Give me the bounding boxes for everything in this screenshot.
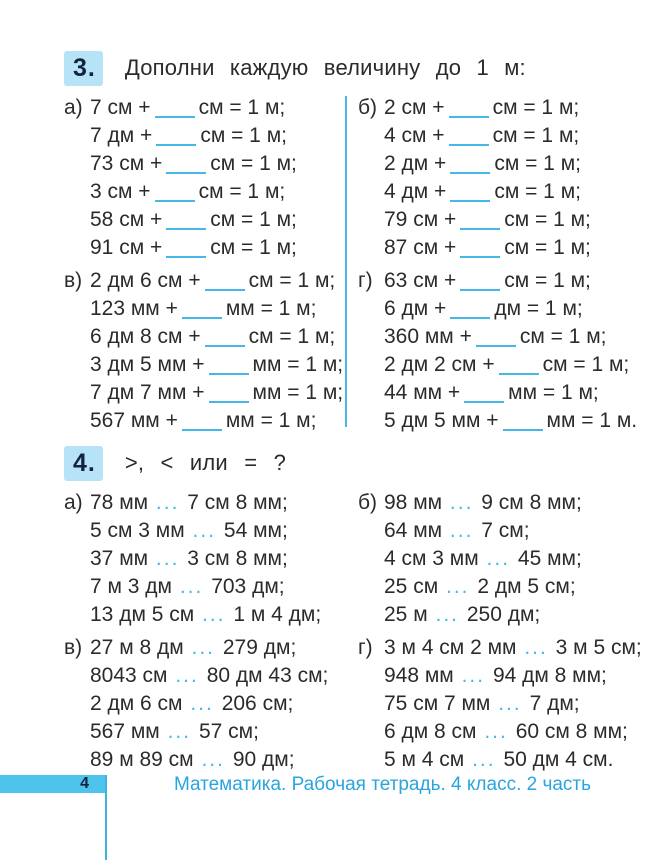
- fill-blank-row: [64, 323, 347, 351]
- comparison-dots: ...: [202, 603, 226, 626]
- comparison-row: [64, 662, 347, 690]
- equation-suffix: мм = 1 м;: [252, 381, 344, 404]
- left-value: 78 мм: [90, 491, 149, 514]
- left-value: 37 мм: [90, 547, 149, 570]
- equation-prefix: 2 дм 6 см +: [90, 269, 201, 292]
- comparison-dots: ...: [190, 692, 214, 715]
- fill-blank-row: [64, 94, 347, 122]
- equation-suffix: см = 1 м;: [198, 180, 286, 203]
- equation-prefix: 123 мм +: [90, 297, 178, 320]
- comparison-dots: ...: [435, 603, 459, 626]
- equation-prefix: 87 см +: [384, 236, 457, 259]
- fill-blank-row: [64, 351, 347, 379]
- right-value: 80 дм 43 см;: [206, 664, 329, 687]
- comparison-dots: ...: [179, 575, 204, 598]
- answer-blank: [209, 395, 249, 403]
- answer-blank: [449, 138, 489, 146]
- comparison-row: [358, 690, 641, 718]
- column-divider-line: [345, 96, 347, 427]
- comparison-row: [64, 746, 347, 774]
- equation-suffix: см = 1 м;: [492, 96, 580, 119]
- exercise-3-body: [64, 94, 638, 435]
- left-value: 5 м 4 см: [384, 748, 465, 771]
- left-value: 75 см 7 мм: [384, 692, 491, 715]
- comparison-dots: ...: [167, 720, 192, 743]
- comparison-dots: ...: [191, 636, 216, 659]
- group-label: б): [358, 491, 378, 514]
- equation-suffix: мм = 1 м.: [546, 409, 638, 432]
- comparison-dots: ...: [486, 547, 511, 570]
- exercise-4-body: [64, 489, 642, 774]
- right-value: 3 м 5 см;: [555, 636, 642, 659]
- fill-blank-row: [64, 122, 347, 150]
- fill-blank-row: [64, 150, 347, 178]
- right-value: 703 дм;: [211, 575, 285, 598]
- problem-group: [358, 634, 641, 774]
- page-number: 4: [80, 775, 89, 792]
- equation-prefix: 63 см +: [384, 269, 457, 292]
- comparison-row: [64, 690, 347, 718]
- left-value: 27 м 8 дм: [90, 636, 184, 659]
- fill-blank-row: [358, 379, 641, 407]
- exercise-3-header: [64, 50, 612, 86]
- left-value: 13 дм 5 см: [90, 603, 195, 626]
- left-value: 5 см 3 мм: [90, 519, 185, 542]
- comparison-row: [64, 601, 347, 629]
- equation-suffix: см = 1 м;: [504, 269, 591, 292]
- group-label: а): [64, 491, 83, 514]
- equation-prefix: 7 см +: [90, 96, 151, 119]
- group-label: в): [64, 269, 83, 292]
- right-value: 45 мм;: [517, 547, 582, 570]
- exercise-title: >, < или = ?: [124, 450, 287, 475]
- equation-suffix: см = 1 м;: [542, 353, 630, 376]
- equation-suffix: см = 1 м;: [210, 208, 297, 231]
- equation-prefix: 73 см +: [90, 152, 163, 175]
- comparison-dots: ...: [175, 664, 199, 687]
- answer-blank: [205, 339, 245, 347]
- left-value: 948 мм: [384, 664, 454, 687]
- equation-prefix: 567 мм +: [90, 409, 178, 432]
- comparison-row: [358, 489, 641, 517]
- left-value: 25 см: [384, 575, 439, 598]
- right-value: 279 дм;: [222, 636, 297, 659]
- right-column: [358, 489, 641, 774]
- left-value: 6 дм 8 см: [384, 720, 477, 743]
- answer-blank: [460, 283, 500, 291]
- right-value: 1 м 4 дм;: [233, 603, 322, 626]
- equation-prefix: 3 дм 5 мм +: [90, 353, 205, 376]
- group-label: г): [358, 636, 373, 659]
- fill-blank-row: [64, 206, 347, 234]
- fill-blank-row: [358, 94, 641, 122]
- right-value: 7 см 8 мм;: [187, 491, 288, 514]
- equation-suffix: см = 1 м;: [198, 96, 286, 119]
- footer-book-title: Математика. Рабочая тетрадь. 4 класс. 2 часть: [173, 774, 592, 795]
- comparison-row: [358, 517, 641, 545]
- equation-suffix: см = 1 м;: [248, 269, 336, 292]
- problem-group: [64, 634, 347, 774]
- equation-prefix: 2 см +: [384, 96, 445, 119]
- comparison-row: [358, 601, 641, 629]
- answer-blank: [205, 283, 245, 291]
- comparison-row: [358, 545, 641, 573]
- fill-blank-row: [358, 178, 641, 206]
- fill-blank-row: [358, 267, 641, 295]
- left-value: 98 мм: [384, 491, 443, 514]
- equation-prefix: 4 дм +: [384, 180, 447, 203]
- answer-blank: [450, 311, 490, 319]
- equation-prefix: 44 мм +: [384, 381, 461, 404]
- answer-blank: [166, 222, 206, 230]
- comparison-dots: ...: [445, 575, 470, 598]
- fill-blank-row: [358, 351, 641, 379]
- left-value: 3 м 4 см 2 мм: [384, 636, 517, 659]
- equation-prefix: 360 мм +: [384, 325, 472, 348]
- comparison-row: [64, 634, 347, 662]
- comparison-row: [64, 489, 347, 517]
- problem-group: [358, 94, 641, 262]
- fill-blank-row: [64, 379, 347, 407]
- exercise-3: [64, 50, 638, 435]
- group-label: а): [64, 96, 83, 119]
- right-value: 7 см;: [481, 519, 530, 542]
- right-value: 94 дм 8 мм;: [492, 664, 607, 687]
- comparison-row: [358, 662, 641, 690]
- comparison-dots: ...: [155, 491, 180, 514]
- comparison-dots: ...: [472, 748, 496, 771]
- answer-blank: [476, 339, 516, 347]
- fill-blank-row: [64, 295, 347, 323]
- equation-suffix: см = 1 м;: [519, 325, 607, 348]
- right-value: 2 дм 5 см;: [477, 575, 576, 598]
- answer-blank: [156, 138, 196, 146]
- equation-prefix: 7 дм +: [90, 124, 153, 147]
- exercise-4-header: [64, 445, 612, 481]
- equation-prefix: 58 см +: [90, 208, 163, 231]
- problem-group: [64, 489, 347, 629]
- answer-blank: [155, 194, 195, 202]
- fill-blank-row: [358, 122, 641, 150]
- left-value: 89 м 89 см: [90, 748, 194, 771]
- comparison-row: [358, 718, 641, 746]
- comparison-dots: ...: [201, 748, 225, 771]
- left-value: 567 мм: [90, 720, 160, 743]
- equation-prefix: 91 см +: [90, 236, 163, 259]
- right-value: 7 дм;: [529, 692, 580, 715]
- comparison-row: [358, 573, 641, 601]
- comparison-row: [64, 517, 347, 545]
- equation-prefix: 2 дм 2 см +: [384, 353, 495, 376]
- left-value: 4 см 3 мм: [384, 547, 479, 570]
- exercise-title: Дополни каждую величину до 1 м:: [124, 55, 526, 80]
- answer-blank: [166, 250, 206, 258]
- fill-blank-row: [358, 206, 641, 234]
- equation-suffix: см = 1 м;: [504, 236, 591, 259]
- exercise-4: [64, 445, 642, 774]
- answer-blank: [166, 166, 206, 174]
- comparison-dots: ...: [192, 519, 217, 542]
- comparison-dots: ...: [461, 664, 486, 687]
- fill-blank-row: [64, 407, 347, 435]
- comparison-dots: ...: [449, 491, 474, 514]
- answer-blank: [449, 110, 489, 118]
- equation-prefix: 7 дм 7 мм +: [90, 381, 205, 404]
- left-value: 2 дм 6 см: [90, 692, 183, 715]
- comparison-row: [64, 573, 347, 601]
- right-value: 250 дм;: [466, 603, 541, 626]
- right-value: 206 см;: [221, 692, 294, 715]
- left-value: 7 м 3 дм: [90, 575, 172, 598]
- fill-blank-row: [358, 150, 641, 178]
- equation-suffix: см = 1 м;: [248, 325, 336, 348]
- answer-blank: [503, 423, 543, 431]
- problem-group: [64, 94, 347, 262]
- equation-prefix: 6 дм 8 см +: [90, 325, 201, 348]
- right-value: 54 мм;: [223, 519, 288, 542]
- equation-prefix: 4 см +: [384, 124, 445, 147]
- right-value: 9 см 8 мм;: [481, 491, 582, 514]
- right-column: [358, 94, 641, 435]
- equation-suffix: см = 1 м;: [210, 152, 297, 175]
- equation-suffix: см = 1 м;: [494, 180, 581, 203]
- left-value: 8043 см: [90, 664, 168, 687]
- comparison-row: [64, 718, 347, 746]
- comparison-dots: ...: [484, 720, 508, 743]
- equation-suffix: мм = 1 м;: [252, 353, 344, 376]
- equation-suffix: см = 1 м;: [504, 208, 591, 231]
- equation-suffix: мм = 1 м;: [508, 381, 599, 404]
- fill-blank-row: [358, 295, 641, 323]
- answer-blank: [464, 395, 504, 403]
- fill-blank-row: [64, 267, 347, 295]
- equation-suffix: см = 1 м;: [492, 124, 580, 147]
- right-value: 57 см;: [198, 720, 259, 743]
- answer-blank: [182, 423, 222, 431]
- answer-blank: [499, 367, 539, 375]
- equation-prefix: 79 см +: [384, 208, 457, 231]
- exercise-number-badge: 3.: [64, 51, 103, 86]
- equation-prefix: 2 дм +: [384, 152, 447, 175]
- problem-group: [358, 489, 641, 629]
- equation-suffix: мм = 1 м;: [225, 297, 317, 320]
- equation-prefix: 6 дм +: [384, 297, 447, 320]
- comparison-dots: ...: [498, 692, 522, 715]
- right-value: 50 дм 4 см.: [503, 748, 614, 771]
- answer-blank: [209, 367, 249, 375]
- fill-blank-row: [64, 234, 347, 262]
- equation-suffix: см = 1 м;: [210, 236, 297, 259]
- left-value: 64 мм: [384, 519, 443, 542]
- group-label: б): [358, 96, 378, 119]
- comparison-row: [358, 746, 641, 774]
- exercise-number-badge: 4.: [64, 446, 103, 481]
- comparison-dots: ...: [155, 547, 180, 570]
- answer-blank: [460, 222, 500, 230]
- comparison-dots: ...: [524, 636, 548, 659]
- group-label: г): [358, 269, 373, 292]
- fill-blank-row: [358, 407, 641, 435]
- equation-prefix: 3 см +: [90, 180, 151, 203]
- left-column: [64, 489, 347, 774]
- group-label: в): [64, 636, 83, 659]
- right-value: 90 дм;: [232, 748, 295, 771]
- fill-blank-row: [64, 178, 347, 206]
- comparison-row: [358, 634, 641, 662]
- fill-blank-row: [358, 323, 641, 351]
- right-value: 3 см 8 мм;: [187, 547, 288, 570]
- answer-blank: [155, 110, 195, 118]
- answer-blank: [460, 250, 500, 258]
- right-value: 60 см 8 мм;: [515, 720, 628, 743]
- comparison-row: [64, 545, 347, 573]
- problem-group: [358, 267, 641, 435]
- equation-suffix: дм = 1 м;: [494, 297, 583, 320]
- answer-blank: [182, 311, 222, 319]
- left-column: [64, 94, 347, 435]
- answer-blank: [450, 166, 490, 174]
- problem-group: [64, 267, 347, 435]
- equation-suffix: мм = 1 м;: [225, 409, 317, 432]
- page-number-band: [0, 775, 107, 793]
- answer-blank: [450, 194, 490, 202]
- footer-corner-line: [105, 775, 107, 860]
- comparison-dots: ...: [449, 519, 474, 542]
- left-value: 25 м: [384, 603, 428, 626]
- equation-suffix: см = 1 м;: [200, 124, 287, 147]
- fill-blank-row: [358, 234, 641, 262]
- equation-prefix: 5 дм 5 мм +: [384, 409, 499, 432]
- equation-suffix: см = 1 м;: [494, 152, 581, 175]
